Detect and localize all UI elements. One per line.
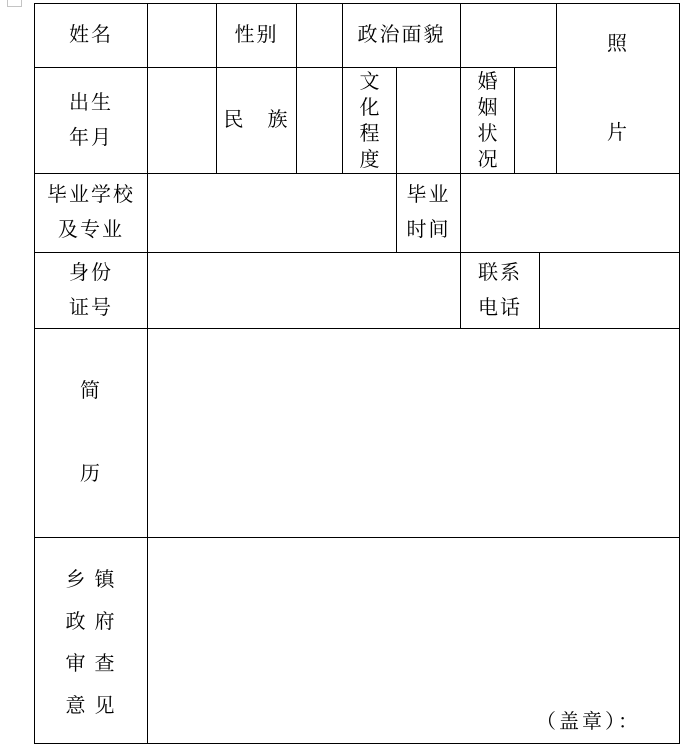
table-move-handle[interactable] — [7, 0, 22, 7]
school-label: 毕业学校 及专业 — [35, 174, 148, 253]
name-value-cell[interactable] — [148, 4, 217, 68]
birth-date-label: 出生 年月 — [35, 68, 148, 174]
gender-value-cell[interactable] — [297, 4, 343, 68]
id-number-value-cell[interactable] — [148, 253, 461, 329]
review-value-cell[interactable] — [148, 538, 680, 744]
gender-label: 性别 — [217, 4, 297, 68]
resume-value-cell[interactable] — [148, 329, 680, 538]
ethnicity-label: 民 族 — [217, 68, 297, 174]
birth-date-value-cell[interactable] — [148, 68, 217, 174]
graduation-time-value-cell[interactable] — [461, 174, 680, 253]
photo-cell[interactable] — [557, 4, 680, 174]
marital-status-label: 婚 姻 状 况 — [461, 68, 515, 174]
row-resume — [35, 329, 680, 538]
row-review — [35, 538, 680, 744]
ethnicity-value-cell[interactable] — [297, 68, 343, 174]
personal-info-form-table — [34, 3, 680, 744]
marital-status-value-cell[interactable] — [515, 68, 557, 174]
seal-note: （盖章）： — [536, 710, 642, 733]
education-label: 文 化 程 度 — [343, 68, 397, 174]
phone-value-cell[interactable] — [540, 253, 680, 329]
row-school — [35, 174, 680, 253]
political-status-label: 政治面貌 — [343, 4, 461, 68]
resume-label: 简 历 — [35, 329, 148, 538]
political-status-value-cell[interactable] — [461, 4, 557, 68]
photo-label: 照 片 — [607, 32, 630, 144]
education-value-cell[interactable] — [397, 68, 461, 174]
id-number-label: 身份 证号 — [35, 253, 148, 329]
name-label: 姓名 — [35, 4, 148, 68]
row-id-phone — [35, 253, 680, 329]
phone-label: 联系 电话 — [461, 253, 540, 329]
graduation-time-label: 毕业 时间 — [397, 174, 461, 253]
row-basic-1 — [35, 4, 680, 68]
school-value-cell[interactable] — [148, 174, 397, 253]
review-label: 乡 镇 政 府 审 查 意 见 — [35, 538, 148, 744]
